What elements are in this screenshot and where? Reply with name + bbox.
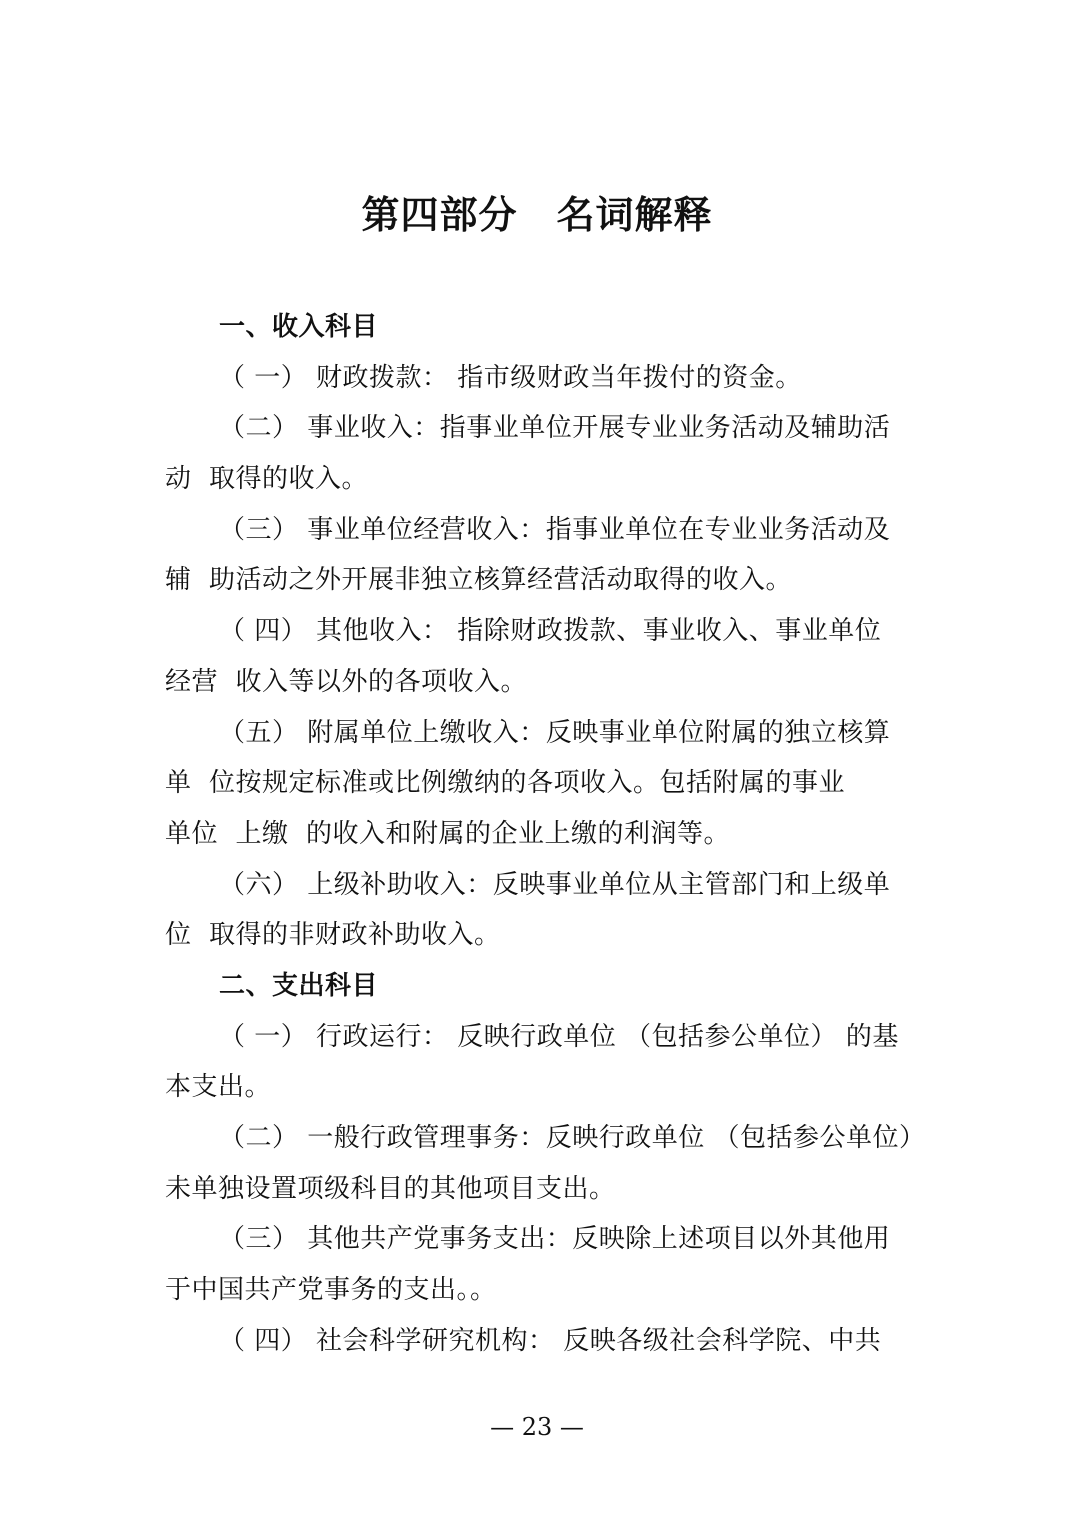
paragraph-line: 未单独设置项级科目的其他项目支出。 bbox=[165, 1173, 616, 1204]
page-number: — 23 — bbox=[490, 1413, 584, 1441]
paragraph-line: （ 一） 财政拨款： 指市级财政当年拨付的资金。 bbox=[219, 362, 802, 393]
section-heading-income: 一、收入科目 bbox=[219, 312, 379, 342]
paragraph-line: （三） 其他共产党事务支出：反映除上述项目以外其他用 bbox=[219, 1224, 891, 1255]
paragraph-line: （二） 事业收入：指事业单位开展专业业务活动及辅助活 bbox=[219, 413, 891, 444]
paragraph-line: （二） 一般行政管理事务：反映行政单位 （包括参公单位） bbox=[219, 1123, 926, 1153]
paragraph-line: （ 四） 社会科学研究机构： 反映各级社会科学院、中共 bbox=[219, 1325, 882, 1356]
paragraph-line: （三） 事业单位经营收入：指事业单位在专业业务活动及 bbox=[219, 514, 891, 545]
paragraph-line: （五） 附属单位上缴收入：反映事业单位附属的独立核算 bbox=[219, 717, 891, 748]
page-title: 第四部分 名词解释 bbox=[361, 193, 713, 237]
paragraph-line: （六） 上级补助收入：反映事业单位从主管部门和上级单 bbox=[219, 869, 891, 900]
paragraph-line: 单 位按规定标准或比例缴纳的各项收入。包括附属的事业 bbox=[165, 768, 846, 799]
paragraph-line: 经营 收入等以外的各项收入。 bbox=[165, 666, 528, 697]
paragraph-line: 本支出。 bbox=[165, 1072, 272, 1103]
paragraph-line: 于中国共产党事务的支出。。 bbox=[165, 1275, 497, 1306]
paragraph-line: 位 取得的非财政补助收入。 bbox=[165, 920, 501, 951]
section-heading-expenditure: 二、支出科目 bbox=[219, 970, 379, 1001]
paragraph-line: （ 一） 行政运行： 反映行政单位 （包括参公单位） 的基 bbox=[219, 1021, 899, 1052]
paragraph-line: 单位 上缴 的收入和附属的企业上缴的利润等。 bbox=[165, 818, 731, 849]
document-body bbox=[165, 302, 926, 1366]
paragraph-line: 动 取得的收入。 bbox=[165, 464, 369, 495]
paragraph-line: 辅 助活动之外开展非独立核算经营活动取得的收入。 bbox=[165, 565, 793, 596]
paragraph-line: （ 四） 其他收入： 指除财政拨款、事业收入、事业单位 bbox=[219, 616, 882, 647]
